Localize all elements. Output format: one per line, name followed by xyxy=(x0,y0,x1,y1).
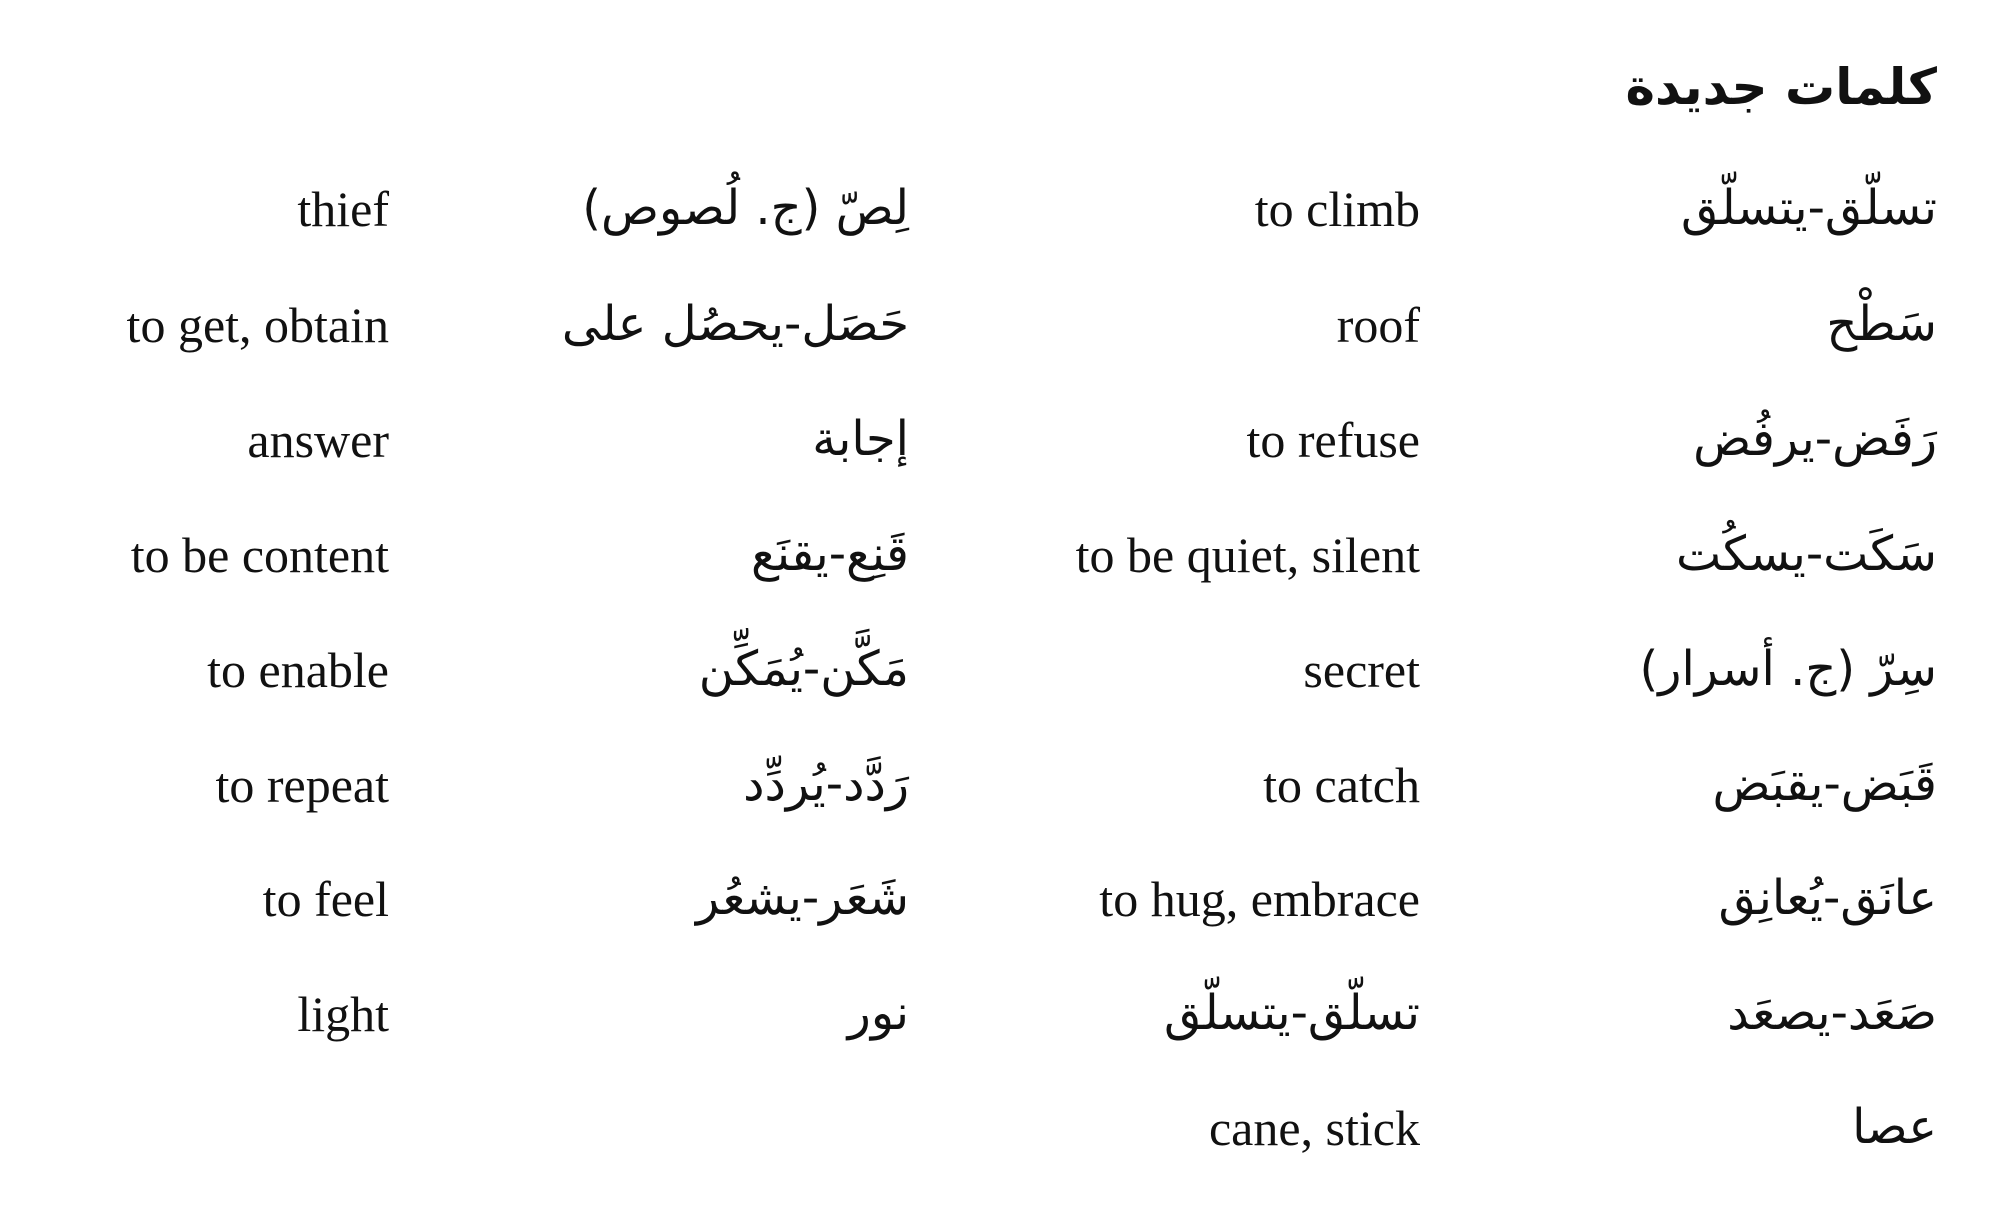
vocab-term-english: light xyxy=(297,986,389,1042)
vocab-term-english: to feel xyxy=(262,871,389,927)
vocab-term-arabic: سَكَت-يسكُت xyxy=(1676,526,1937,582)
vocab-term-arabic: لِصّ (ج. لُصوص) xyxy=(582,180,909,236)
vocab-term-english: to enable xyxy=(207,642,389,698)
vocab-term-arabic: مَكَّن-يُمَكِّن xyxy=(698,641,909,697)
vocab-term-synonym-arabic: تسلّق-يتسلّق xyxy=(1163,985,1420,1041)
vocab-term-english: to repeat xyxy=(215,757,389,813)
vocab-term-english: to be content xyxy=(130,527,389,583)
vocab-term-arabic: سَطْح xyxy=(1826,296,1937,352)
vocab-term-arabic: صَعَد-يصعَد xyxy=(1727,985,1937,1041)
vocab-term-english: roof xyxy=(1336,297,1420,353)
vocab-term-english: answer xyxy=(247,412,389,468)
vocab-term-english: secret xyxy=(1303,642,1420,698)
page-title: كلمات جديدة xyxy=(1625,58,1937,116)
vocab-term-arabic: قَنِع-يقنَع xyxy=(751,526,909,582)
vocab-term-english: to refuse xyxy=(1246,412,1420,468)
vocab-term-english: to hug, embrace xyxy=(1099,871,1420,927)
vocab-term-arabic: رَفَض-يرفُض xyxy=(1693,411,1937,467)
vocab-term-english: cane, stick xyxy=(1208,1100,1420,1156)
vocab-term-english: to catch xyxy=(1263,757,1420,813)
vocab-term-english: to climb xyxy=(1254,181,1420,237)
vocab-term-english: thief xyxy=(297,181,389,237)
vocab-term-arabic: عانَق-يُعانِق xyxy=(1718,870,1937,926)
vocab-term-arabic: قَبَض-يقبَض xyxy=(1712,756,1937,812)
vocab-term-arabic: حَصَل-يحصُل على xyxy=(561,296,909,352)
vocab-term-arabic: نور xyxy=(847,985,909,1041)
vocab-term-arabic: تسلّق-يتسلّق xyxy=(1680,180,1937,236)
vocab-term-arabic: عصا xyxy=(1852,1099,1937,1155)
vocab-term-arabic: إجابة xyxy=(812,411,909,467)
vocab-term-english: to be quiet, silent xyxy=(1075,527,1420,583)
vocab-term-english: to get, obtain xyxy=(126,297,389,353)
vocab-term-arabic: رَدَّد-يُردِّد xyxy=(743,756,909,812)
vocab-term-arabic: شَعَر-يشعُر xyxy=(696,870,909,926)
vocab-term-arabic: سِرّ (ج. أسرار) xyxy=(1639,641,1937,697)
